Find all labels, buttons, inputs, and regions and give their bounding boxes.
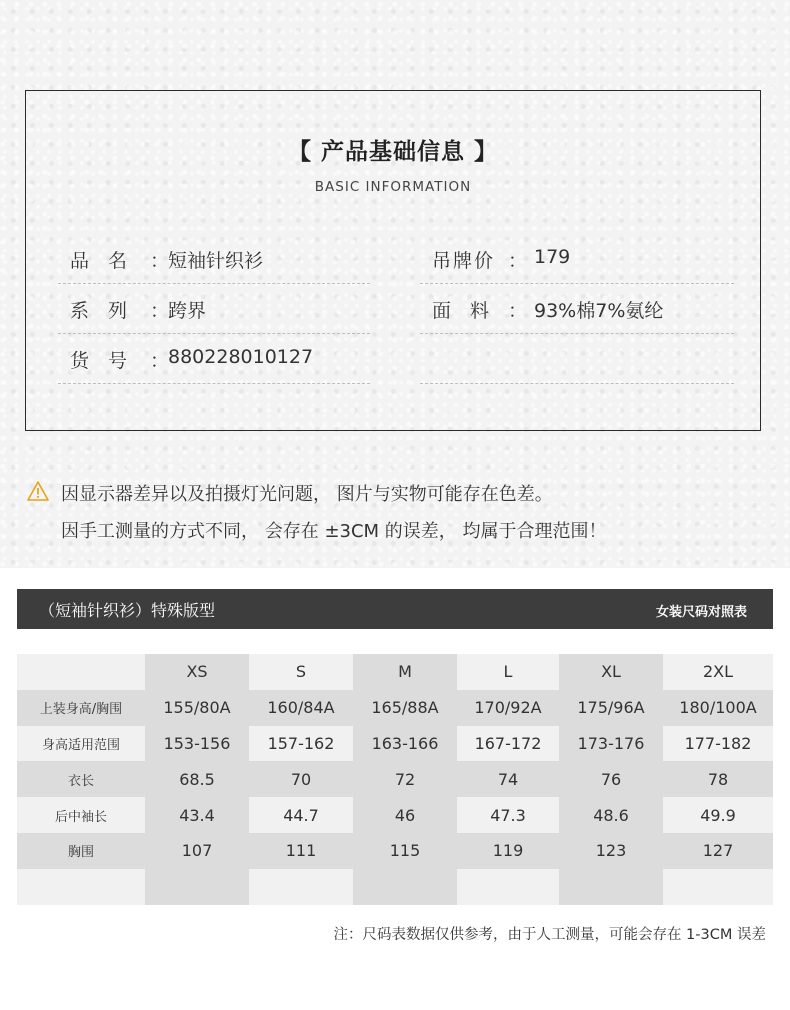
table-cell: 160/84A xyxy=(249,690,353,726)
table-cell: 180/100A xyxy=(663,690,773,726)
info-value: 跨界 xyxy=(168,300,207,322)
table-cell: 70 xyxy=(249,761,353,797)
table-cell: 157-162 xyxy=(249,726,353,762)
size-chart-title: （短袖针织衫）特殊版型 xyxy=(39,601,216,620)
row-label xyxy=(17,869,145,905)
info-label: 系 列 xyxy=(70,300,128,322)
info-value: 880228010127 xyxy=(168,346,314,368)
table-cell: 153-156 xyxy=(145,726,249,762)
table-cell: 170/92A xyxy=(457,690,559,726)
info-title: 【 产品基础信息 】 xyxy=(287,139,498,165)
table-header-cell: XL xyxy=(559,654,663,690)
table-header-cell: M xyxy=(353,654,457,690)
table-row xyxy=(17,869,773,905)
table-cell: 155/80A xyxy=(145,690,249,726)
info-colon: ： xyxy=(150,350,170,372)
table-row xyxy=(17,726,773,762)
info-row-empty xyxy=(420,334,734,384)
table-cell: 68.5 xyxy=(145,761,249,797)
table-header-cell: 2XL xyxy=(663,654,773,690)
table-cell xyxy=(353,869,457,905)
table-cell: 163-166 xyxy=(353,726,457,762)
size-chart-subtitle: 女装尺码对照表 xyxy=(655,605,747,620)
info-value: 短袖针织衫 xyxy=(168,250,264,272)
info-colon: ： xyxy=(150,300,170,322)
info-colon: ： xyxy=(150,250,170,272)
info-row-name xyxy=(58,234,370,284)
table-cell: 107 xyxy=(145,833,249,869)
size-chart-footnote: 注：尺码表数据仅供参考，由于人工测量，可能会存在 1-3CM 误差 xyxy=(333,927,766,943)
table-cell: 48.6 xyxy=(559,797,663,833)
table-cell: 173-176 xyxy=(559,726,663,762)
table-cell: 119 xyxy=(457,833,559,869)
table-cell: 115 xyxy=(353,833,457,869)
table-header-cell xyxy=(17,654,145,690)
table-header-cell: L xyxy=(457,654,559,690)
table-cell xyxy=(457,869,559,905)
info-label: 吊牌价 xyxy=(432,250,496,272)
table-cell: 78 xyxy=(663,761,773,797)
info-label: 货 号 xyxy=(70,350,128,372)
table-cell: 123 xyxy=(559,833,663,869)
table-cell: 72 xyxy=(353,761,457,797)
info-value: 93%棉7%氨纶 xyxy=(534,300,664,322)
size-table xyxy=(17,654,773,905)
table-row xyxy=(17,797,773,833)
table-cell: 74 xyxy=(457,761,559,797)
table-cell xyxy=(559,869,663,905)
table-cell: 49.9 xyxy=(663,797,773,833)
warning-icon xyxy=(27,480,49,502)
table-cell: 111 xyxy=(249,833,353,869)
notice-line-1: 因显示器差异以及拍摄灯光问题， 图片与实物可能存在色差。 xyxy=(61,484,553,505)
row-label: 身高适用范围 xyxy=(17,726,145,762)
row-label: 上装身高/胸围 xyxy=(17,690,145,726)
info-value: 179 xyxy=(534,246,571,268)
table-row xyxy=(17,690,773,726)
info-row-price xyxy=(420,234,734,284)
table-row xyxy=(17,833,773,869)
row-label: 后中袖长 xyxy=(17,797,145,833)
info-subtitle: BASIC INFORMATION xyxy=(314,179,472,195)
info-colon: ： xyxy=(508,250,528,272)
table-cell: 43.4 xyxy=(145,797,249,833)
table-header-row xyxy=(17,654,773,690)
table-cell: 46 xyxy=(353,797,457,833)
table-cell: 76 xyxy=(559,761,663,797)
notice-line-2: 因手工测量的方式不同， 会存在 ±3CM 的误差， 均属于合理范围！ xyxy=(61,521,607,542)
table-header-cell: S xyxy=(249,654,353,690)
table-cell: 167-172 xyxy=(457,726,559,762)
table-cell: 127 xyxy=(663,833,773,869)
size-chart-header xyxy=(17,589,773,629)
table-header-cell: XS xyxy=(145,654,249,690)
table-cell: 175/96A xyxy=(559,690,663,726)
info-colon: ： xyxy=(508,300,528,322)
table-cell: 165/88A xyxy=(353,690,457,726)
table-row xyxy=(17,761,773,797)
table-cell: 44.7 xyxy=(249,797,353,833)
table-cell: 47.3 xyxy=(457,797,559,833)
info-row-sku xyxy=(58,334,370,384)
product-info-box xyxy=(25,90,761,431)
table-cell: 177-182 xyxy=(663,726,773,762)
table-cell xyxy=(663,869,773,905)
info-label: 面 料 xyxy=(432,300,490,322)
row-label: 衣长 xyxy=(17,761,145,797)
table-cell xyxy=(249,869,353,905)
info-label: 品 名 xyxy=(70,250,128,272)
info-row-series xyxy=(58,284,370,334)
info-row-fabric xyxy=(420,284,734,334)
table-cell xyxy=(145,869,249,905)
row-label: 胸围 xyxy=(17,833,145,869)
